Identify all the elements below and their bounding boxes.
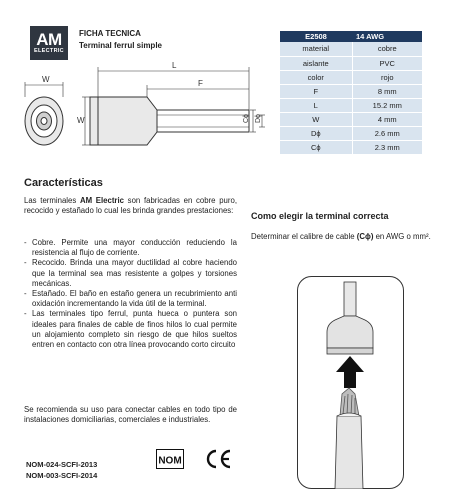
- spec-value: cobre: [352, 42, 422, 56]
- spec-key: Dϕ: [280, 126, 352, 140]
- spec-row: [280, 98, 422, 112]
- spec-value: 2.6 mm: [352, 126, 422, 140]
- ferrule-insertion-illustration: [297, 276, 404, 489]
- spec-key: L: [280, 98, 352, 112]
- characteristics-list: [24, 238, 237, 350]
- list-item: - Recocido. Brinda una mayor ductilidad al cobre haciendo que la terminal sea mas resistente a golpes y torsiones mecánicas.: [24, 258, 237, 289]
- characteristics-heading: Características: [24, 177, 103, 189]
- spec-row: [280, 70, 422, 84]
- brand-logo-electric: ELECTRIC: [34, 48, 64, 54]
- spec-row: [280, 42, 422, 56]
- list-item: - Cobre. Permite una mayor conducción reduciendo la resistencia al flujo de corriente.: [24, 238, 237, 258]
- spec-key: F: [280, 84, 352, 98]
- w-dimension-top: [25, 82, 63, 97]
- spec-value: PVC: [352, 56, 422, 70]
- l-label: L: [172, 61, 177, 70]
- w-label-side: W: [77, 116, 85, 125]
- spec-gauge: 14 AWG: [352, 31, 422, 42]
- spec-key: material: [280, 42, 352, 56]
- ce-certification-logo: [203, 448, 233, 470]
- spec-value: rojo: [352, 70, 422, 84]
- nom-certification-logo: [156, 449, 184, 469]
- norm-code: NOM-003-SCFI-2014: [26, 471, 98, 480]
- intro-brand: AM Electric: [79, 196, 124, 205]
- spec-table-header: [280, 31, 422, 42]
- cable-jacket: [335, 413, 363, 489]
- characteristics-intro: [24, 196, 237, 216]
- document-title: Terminal ferrul simple: [79, 41, 162, 50]
- w-label-top: W: [42, 75, 50, 84]
- spec-value: 4 mm: [352, 112, 422, 126]
- usage-recommendation: Se recomienda su uso para conectar cables en todo tipo de instalaciones domiciliarias, comerciales e industriales.: [24, 405, 237, 425]
- ferrule-end-view: [25, 97, 63, 145]
- spec-value: 8 mm: [352, 84, 422, 98]
- norm-code: NOM-024-SCFI-2013: [26, 460, 98, 469]
- spec-table: [280, 31, 422, 155]
- spec-key: aislante: [280, 56, 352, 70]
- spec-key: W: [280, 112, 352, 126]
- d-phi-label: Dϕ: [255, 114, 262, 123]
- document-label: FICHA TECNICA: [79, 29, 141, 38]
- list-item: - Estañado. El baño en estaño genera un recubrimiento anti oxidación incrementando la vida útil de la terminal.: [24, 289, 237, 309]
- how-to-heading: Como elegir la terminal correcta: [251, 211, 389, 221]
- intro-text-start: Las terminales: [24, 196, 80, 205]
- f-label: F: [198, 79, 203, 88]
- spec-value: 15.2 mm: [352, 98, 422, 112]
- list-item: - Las terminales tipo ferrul, punta hueca o puntera son ideales para finales de cable de finos hilos lo cual permite un alojamiento completo sin riesgo de que hilos sueltos entren en contacto con otra línea provocando corto circuito: [24, 309, 237, 350]
- spec-key: Cϕ: [280, 140, 352, 154]
- spec-row: [280, 84, 422, 98]
- brand-logo-am: AM: [36, 30, 62, 49]
- ferrule-side-view: [90, 97, 249, 145]
- spec-code: E2508: [280, 31, 352, 42]
- spec-row: [280, 56, 422, 70]
- spec-row: [280, 112, 422, 126]
- how-to-text: [251, 232, 441, 242]
- c-phi-label: Cϕ: [243, 114, 250, 123]
- how-to-text-end: en AWG o mm².: [373, 232, 431, 241]
- spec-value: 2.3 mm: [352, 140, 422, 154]
- nom-logo-text: NOM: [158, 455, 182, 467]
- ferrule-technical-drawing: [22, 55, 270, 165]
- spec-row: [280, 140, 422, 154]
- spec-row: [280, 126, 422, 140]
- spec-key: color: [280, 70, 352, 84]
- how-to-cphi: (Cϕ): [356, 232, 374, 241]
- how-to-text-start: Determinar el calibre de cable: [251, 232, 357, 241]
- intro-text-end: son fabricadas en cobre puro, recocido y estañado lo cual les brinda grandes prestaciones:: [24, 196, 237, 216]
